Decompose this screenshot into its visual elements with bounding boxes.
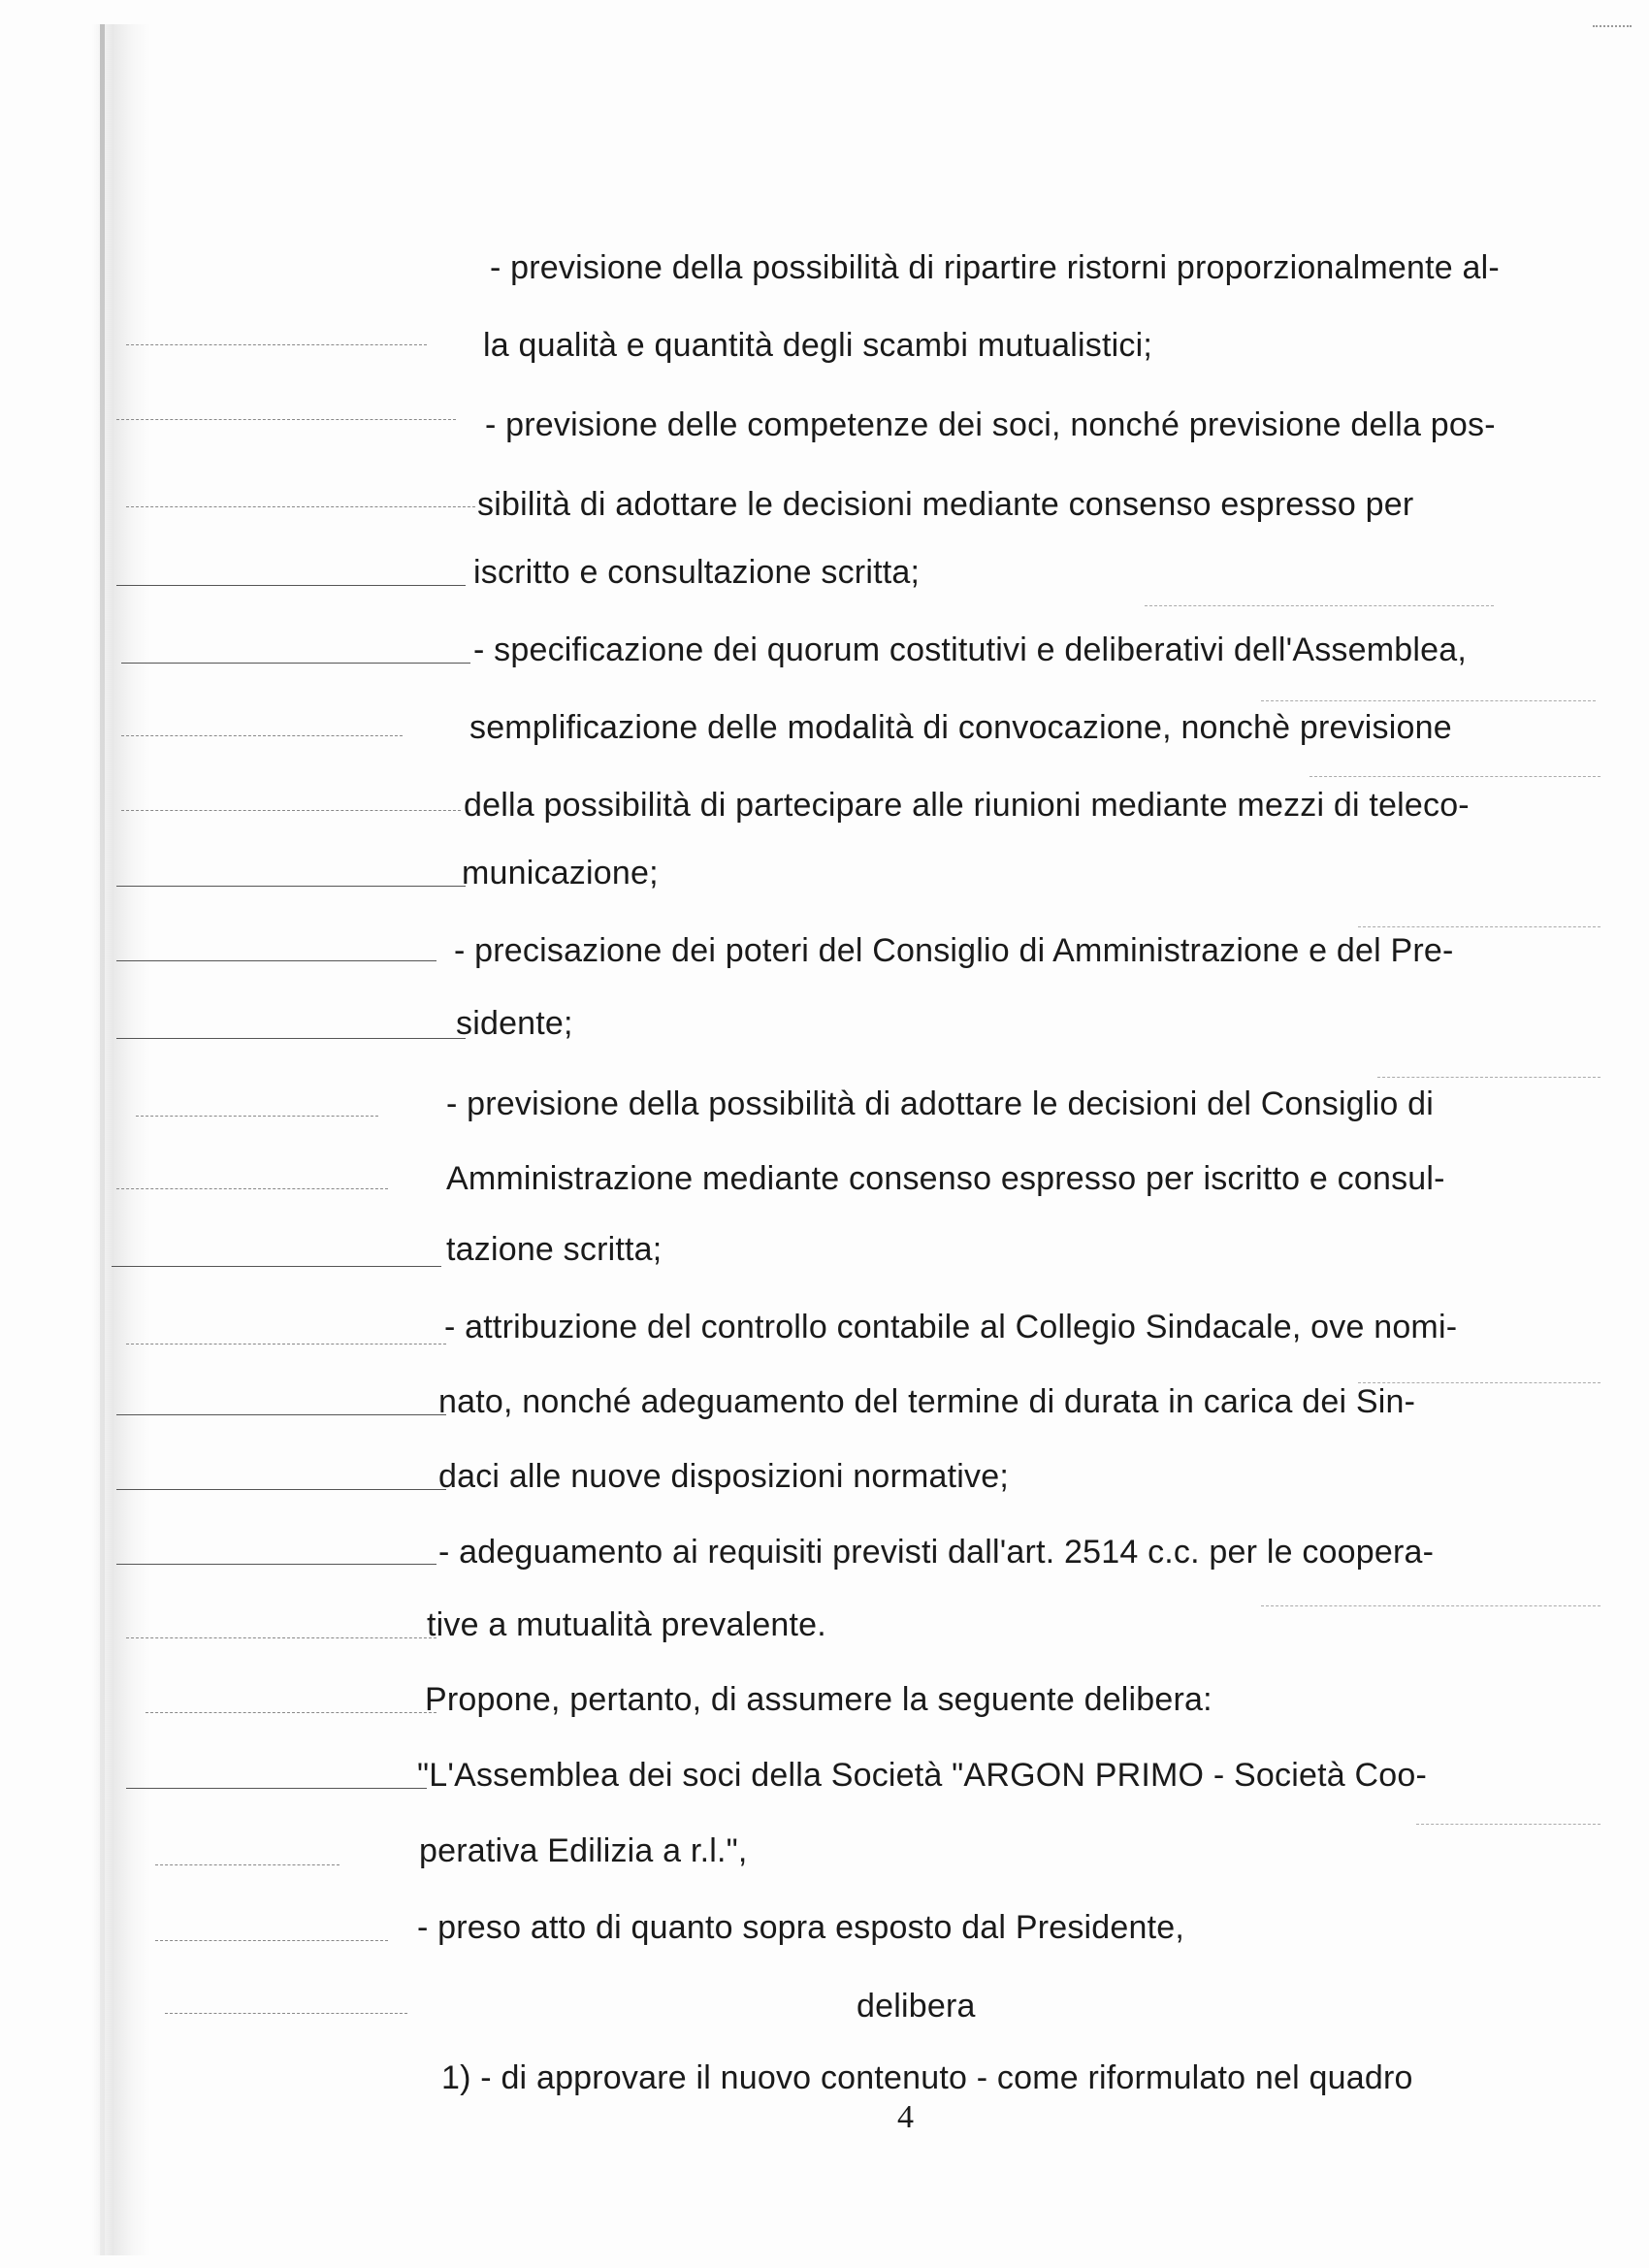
text-line: la qualità e quantità degli scambi mutualistici; [483, 327, 1152, 364]
text-line: "L'Assemblea dei soci della Società "ARGON PRIMO - Società Coo- [417, 1757, 1427, 1794]
text-line: municazione; [462, 855, 659, 891]
text-line: - adeguamento ai requisiti previsti dall'art. 2514 c.c. per le coopera- [438, 1534, 1435, 1571]
text-line: tive a mutualità prevalente. [427, 1606, 826, 1643]
text-line: sibilità di adottare le decisioni mediante consenso espresso per [477, 486, 1414, 523]
text-line: daci alle nuove disposizioni normative; [438, 1458, 1010, 1495]
text-line: - specificazione dei quorum costitutivi e deliberativi dell'Assemblea, [473, 632, 1467, 668]
text-line: della possibilità di partecipare alle riunioni mediante mezzi di teleco- [464, 787, 1470, 824]
text-line: 1) - di approvare il nuovo contenuto - come riformulato nel quadro [441, 2059, 1413, 2096]
text-line: Amministrazione mediante consenso espresso per iscritto e consul- [446, 1160, 1445, 1197]
text-line: semplificazione delle modalità di convocazione, nonchè previsione [469, 709, 1452, 746]
text-line: sidente; [456, 1005, 573, 1042]
delibera-heading: delibera [857, 1988, 976, 2025]
text-line: nato, nonché adeguamento del termine di durata in carica dei Sin- [438, 1383, 1416, 1420]
text-line: - precisazione dei poteri del Consiglio di Amministrazione e del Pre- [454, 932, 1454, 969]
text-line: iscritto e consultazione scritta; [473, 554, 921, 591]
text-line: perativa Edilizia a r.l.", [419, 1832, 748, 1869]
text-line: Propone, pertanto, di assumere la seguente delibera: [425, 1681, 1212, 1718]
text-line: - previsione della possibilità di ripartire ristorni proporzionalmente al- [490, 249, 1500, 286]
text-line: tazione scritta; [446, 1231, 663, 1268]
text-line: - preso atto di quanto sopra esposto dal Presidente, [417, 1909, 1185, 1946]
page-number: 4 [897, 2099, 914, 2135]
text-line: - attribuzione del controllo contabile al Collegio Sindacale, ove nomi- [444, 1309, 1458, 1345]
text-line: - previsione della possibilità di adottare le decisioni del Consiglio di [446, 1085, 1434, 1122]
text-line: - previsione delle competenze dei soci, nonché previsione della pos- [485, 406, 1496, 443]
